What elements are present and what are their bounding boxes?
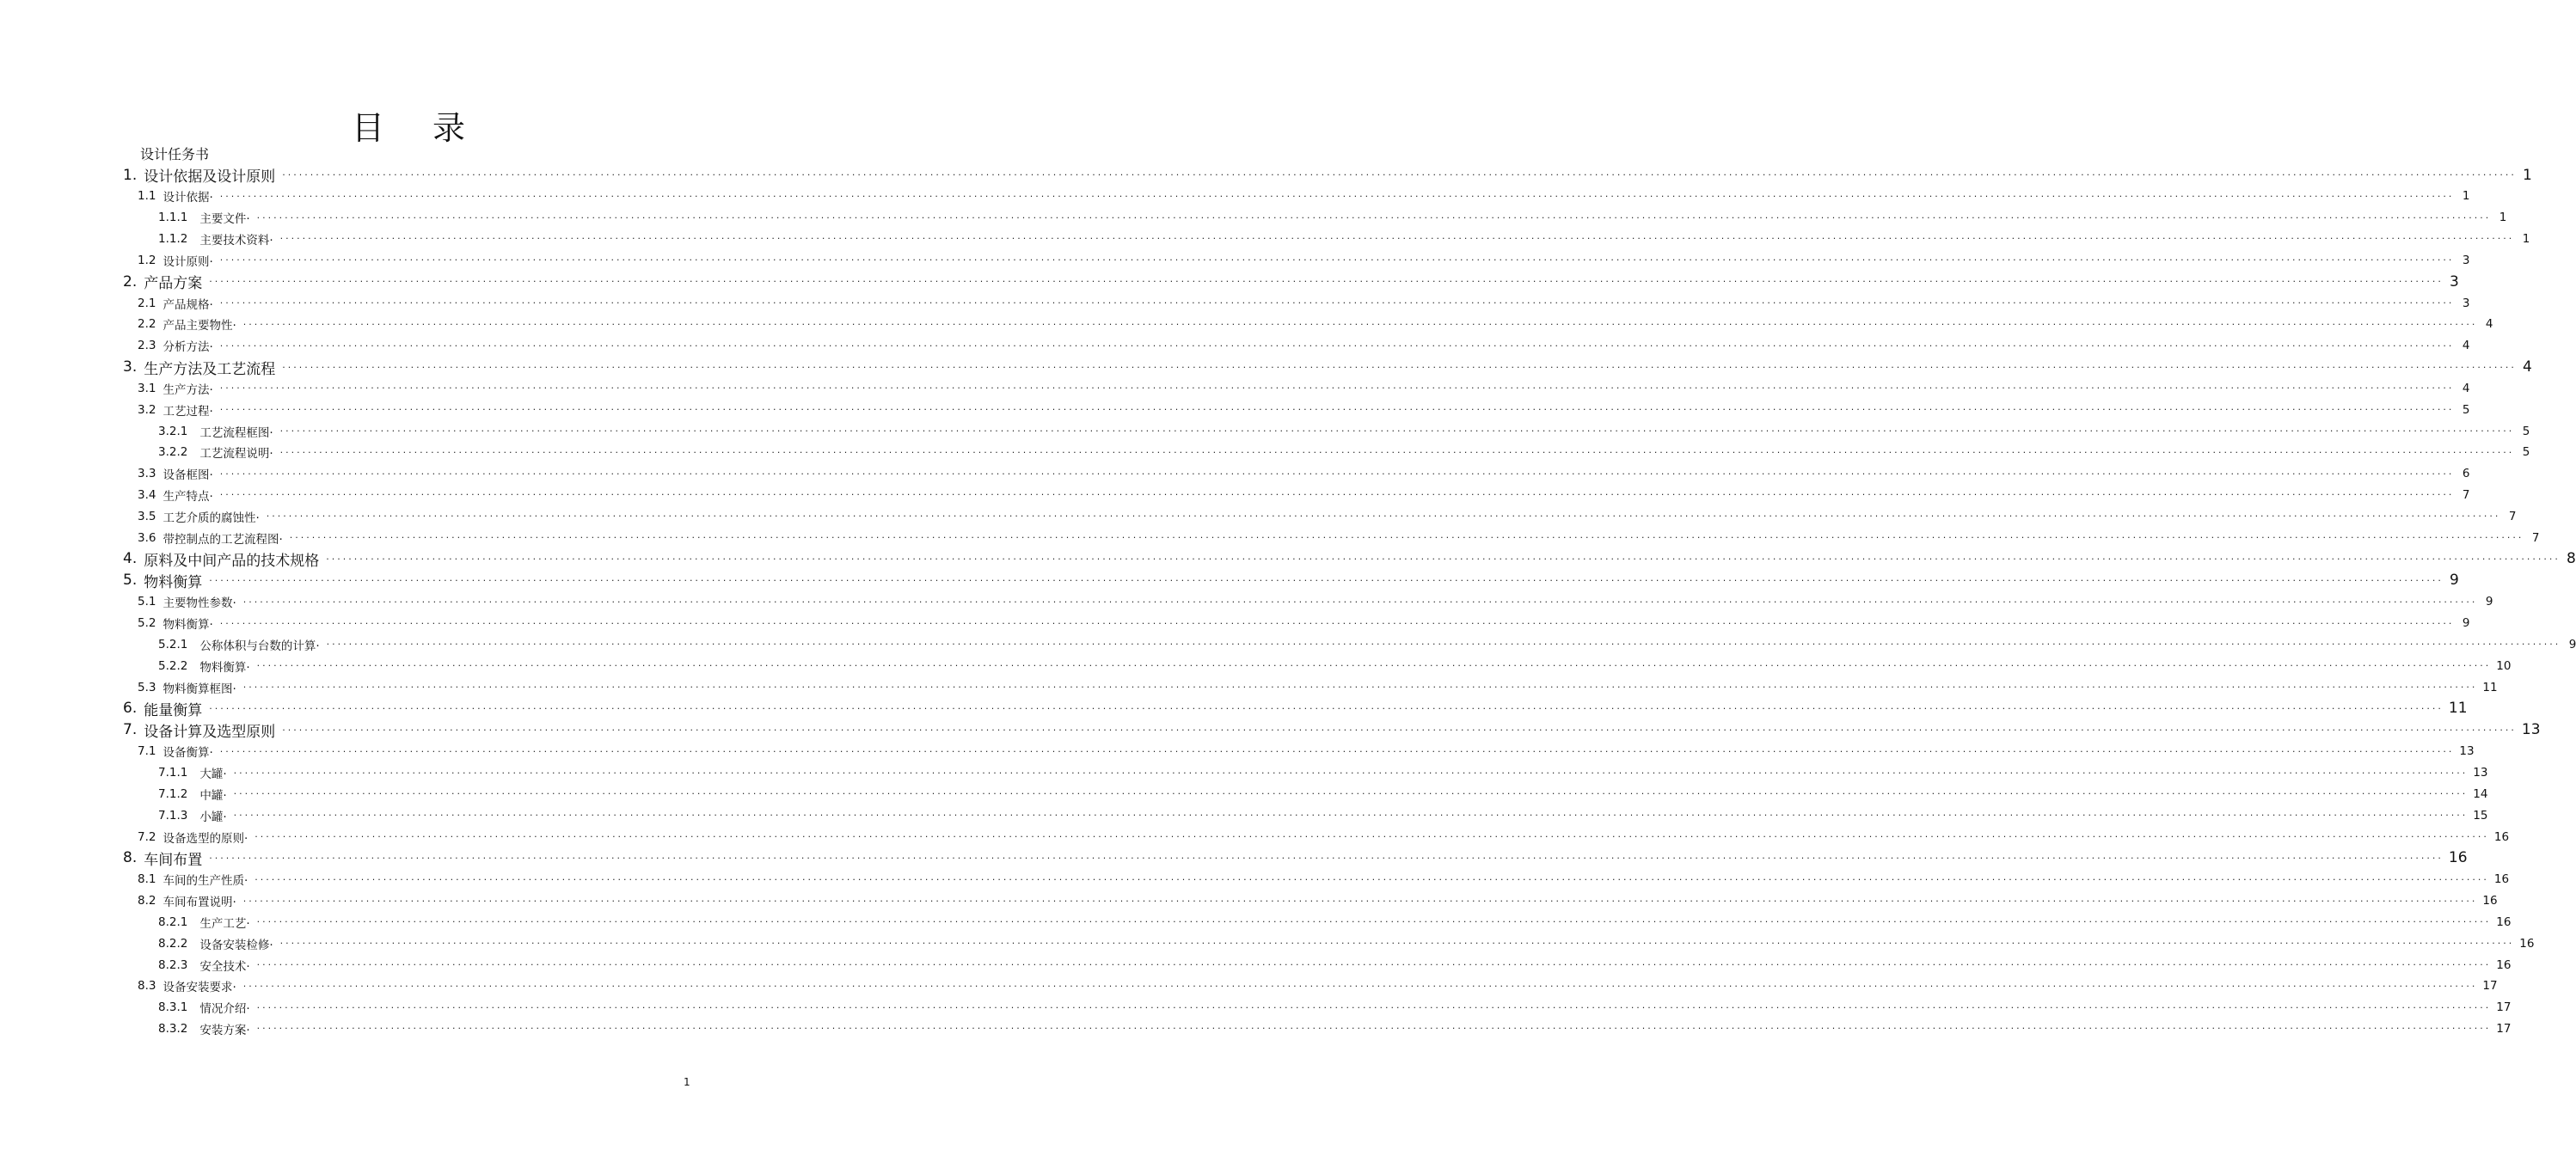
toc-entry-page: 1 bbox=[2523, 166, 2532, 184]
toc-entry-number: 2. bbox=[123, 272, 138, 291]
toc-entry-page: 16 bbox=[2482, 894, 2498, 908]
toc-entry[interactable] bbox=[0, 378, 2470, 400]
toc-entry-page: 17 bbox=[2496, 1021, 2512, 1036]
toc-entry-number: 8.3.1 bbox=[158, 1000, 188, 1015]
toc-entry-page: 6 bbox=[2462, 467, 2470, 481]
toc-entry-page: 3 bbox=[2450, 272, 2459, 291]
toc-entry-page: 13 bbox=[2459, 744, 2475, 759]
toc-entry-label: 中罐· bbox=[199, 788, 227, 803]
toc-entry[interactable] bbox=[0, 847, 2468, 869]
toc-leader-dots: ················································································································································································································································································································································································································ bbox=[219, 489, 2455, 501]
toc-entry-label: 物料衡算· bbox=[163, 618, 213, 633]
toc-entry-label: 设计原则· bbox=[163, 254, 213, 269]
page-title: 目 录 bbox=[351, 109, 485, 147]
toc-entry-label: 车间布置 bbox=[144, 851, 203, 869]
toc-entry-number: 5.2.2 bbox=[158, 658, 188, 673]
toc-entry-label: 生产方法· bbox=[163, 382, 213, 397]
toc-entry-page: 13 bbox=[2521, 721, 2541, 739]
toc-leader-dots: ················································································································································································································································································································································································································ bbox=[242, 682, 2478, 694]
toc-entry-label: 设备框图· bbox=[163, 468, 213, 483]
toc-entry-number: 5.3 bbox=[138, 680, 156, 694]
toc-leader-dots: ················································································································································································································································································································································································································ bbox=[209, 852, 2444, 864]
toc-entry-page: 16 bbox=[2496, 957, 2512, 972]
toc-entry-number: 2.2 bbox=[138, 317, 156, 332]
toc-leader-dots: ················································································································································································································································································································································································································ bbox=[233, 810, 2469, 822]
toc-leader-dots: ················································································································································································································································································································································································································ bbox=[256, 211, 2492, 223]
toc-entry-number: 1.1.1 bbox=[158, 211, 188, 225]
toc-entry[interactable] bbox=[0, 505, 2517, 527]
toc-entry[interactable] bbox=[0, 186, 2470, 207]
toc-entry-page: 1 bbox=[2522, 231, 2530, 246]
toc-entry-label: 物料衡算· bbox=[199, 660, 250, 675]
toc-entry-label: 设备选型的原则· bbox=[163, 831, 248, 846]
toc-entry[interactable] bbox=[0, 826, 2510, 847]
toc-leader-dots: ················································································································································································································································································································································································································ bbox=[219, 190, 2455, 202]
toc-entry[interactable] bbox=[0, 229, 2530, 250]
toc-leader-dots: ················································································································································································································································································································································································································ bbox=[266, 511, 2501, 523]
toc-entry-page: 7 bbox=[2508, 509, 2517, 523]
toc-entry-number: 8.3.2 bbox=[158, 1021, 188, 1036]
toc-entry-page: 16 bbox=[2519, 936, 2535, 951]
toc-entry-page: 5 bbox=[2462, 402, 2470, 417]
toc-entry-label: 设计任务书 bbox=[140, 146, 210, 162]
toc-entry-number: 8.2 bbox=[138, 894, 156, 908]
toc-entry-page: 4 bbox=[2485, 317, 2493, 332]
toc-entry-page: 13 bbox=[2473, 766, 2488, 780]
toc-leader-dots: ················································································································································································································································································································································································································ bbox=[279, 938, 2515, 950]
toc-entry-number: 8.2.3 bbox=[158, 957, 188, 972]
toc-leader-dots: ················································································································································································································································································································································································································ bbox=[279, 233, 2515, 245]
toc-leader-dots: ················································································································································································································································································································································································································ bbox=[256, 1023, 2492, 1035]
toc-leader-dots: ················································································································································································································································································································································································································ bbox=[256, 916, 2492, 928]
toc-leader-dots: ················································································································································································································································································································································································································ bbox=[233, 788, 2469, 800]
toc-entry[interactable] bbox=[0, 976, 2498, 997]
toc-entry-number: 8.3 bbox=[138, 979, 156, 994]
toc-entry[interactable] bbox=[0, 420, 2530, 442]
toc-entry-label: 情况介绍· bbox=[199, 1002, 250, 1017]
toc-entry-number: 3.4 bbox=[138, 487, 156, 502]
toc-leader-dots: ················································································································································································································································································································································································································ bbox=[209, 574, 2444, 586]
toc-entry-label: 工艺流程框图· bbox=[199, 425, 273, 440]
toc-entry-page: 15 bbox=[2473, 808, 2488, 823]
toc-leader-dots: ················································································································································································································································································································································································································ bbox=[326, 639, 2561, 651]
toc-entry[interactable] bbox=[0, 591, 2493, 613]
toc-entry-label: 产品规格· bbox=[163, 297, 213, 312]
toc-entry-number: 8.2.2 bbox=[158, 936, 188, 951]
toc-entry-label: 物料衡算框图· bbox=[163, 682, 236, 696]
toc-entry-page: 4 bbox=[2462, 339, 2470, 353]
toc-entry[interactable] bbox=[0, 613, 2470, 634]
toc-entry-number: 3.2 bbox=[138, 402, 156, 417]
toc-entry-number: 8. bbox=[123, 849, 138, 867]
toc-entry[interactable] bbox=[0, 784, 2488, 805]
page-number: 1 bbox=[684, 1076, 690, 1088]
toc-leader-dots: ················································································································································································································································································································································································································ bbox=[282, 361, 2517, 373]
toc-entry[interactable] bbox=[0, 933, 2535, 954]
toc-entry[interactable] bbox=[0, 954, 2512, 976]
toc-entry[interactable] bbox=[0, 1018, 2512, 1040]
toc-entry-page: 8 bbox=[2567, 550, 2576, 568]
toc-entry-number: 7.1.3 bbox=[158, 808, 188, 823]
toc-entry-page: 16 bbox=[2493, 872, 2510, 887]
toc-entry-page: 16 bbox=[2448, 849, 2468, 867]
toc-entry-label: 生产方法及工艺流程 bbox=[144, 360, 276, 378]
toc-leader-dots: ················································································································································································································································································································································································································ bbox=[255, 831, 2489, 843]
toc-entry-label: 设备计算及选型原则 bbox=[144, 723, 276, 741]
table-of-contents bbox=[0, 143, 2576, 1039]
toc-entry-label: 主要技术资料· bbox=[199, 233, 273, 248]
toc-entry-page: 4 bbox=[2523, 358, 2532, 376]
toc-entry[interactable] bbox=[0, 570, 2459, 591]
toc-entry[interactable] bbox=[0, 762, 2488, 784]
toc-entry-number: 7.1.1 bbox=[158, 766, 188, 780]
toc-entry[interactable] bbox=[0, 463, 2470, 485]
toc-entry-page: 7 bbox=[2531, 530, 2540, 545]
toc-entry[interactable] bbox=[0, 698, 2468, 719]
toc-entry-page: 10 bbox=[2496, 658, 2512, 673]
toc-entry-label: 安装方案· bbox=[199, 1023, 250, 1037]
toc-entry-label: 设计依据· bbox=[163, 191, 213, 205]
toc-leader-dots: ················································································································································································································································································································································································································ bbox=[219, 745, 2455, 757]
toc-leader-dots: ················································································································································································································································································································································································································ bbox=[242, 596, 2478, 608]
toc-entry-number: 7.2 bbox=[138, 829, 156, 844]
toc-entry-page: 11 bbox=[2482, 680, 2498, 694]
toc-entry-number: 3.2.2 bbox=[158, 445, 188, 460]
toc-entry[interactable] bbox=[0, 741, 2475, 762]
toc-leader-dots: ················································································································································································································································································································································································································ bbox=[242, 980, 2478, 992]
toc-entry-number: 7.1.2 bbox=[158, 786, 188, 801]
toc-entry[interactable] bbox=[0, 912, 2512, 933]
toc-entry[interactable] bbox=[0, 804, 2488, 826]
toc-entry-label: 主要文件· bbox=[199, 212, 250, 227]
toc-entry[interactable] bbox=[0, 634, 2576, 656]
toc-leader-dots: ················································································································································································································································································································································································································ bbox=[279, 425, 2515, 437]
toc-entry-label: 工艺介质的腐蚀性· bbox=[163, 511, 260, 525]
toc-entry-page: 9 bbox=[2568, 637, 2576, 651]
toc-entry-page: 5 bbox=[2522, 445, 2530, 460]
toc-leader-dots: ················································································································································································································································································································································································································ bbox=[233, 767, 2469, 779]
toc-entry[interactable] bbox=[0, 442, 2530, 463]
toc-entry[interactable] bbox=[0, 548, 2576, 570]
toc-entry-label: 车间的生产性质· bbox=[163, 874, 248, 889]
toc-leader-dots: ················································································································································································································································································································································································································ bbox=[326, 553, 2561, 565]
toc-entry-page: 11 bbox=[2448, 700, 2468, 718]
toc-entry-page: 9 bbox=[2462, 616, 2470, 631]
toc-entry-number: 1.2 bbox=[138, 253, 156, 267]
toc-entry-number: 3.1 bbox=[138, 381, 156, 395]
toc-entry-page: 3 bbox=[2462, 253, 2470, 267]
toc-leader-dots: ················································································································································································································································································································································································································ bbox=[219, 339, 2455, 352]
toc-entry-number: 1.1.2 bbox=[158, 231, 188, 246]
toc-entry-number: 2.1 bbox=[138, 296, 156, 310]
toc-leader-dots: ················································································································································································································································································································································································································ bbox=[256, 660, 2492, 672]
toc-entry[interactable] bbox=[0, 335, 2470, 357]
toc-leader-dots: ················································································································································································································································································································································································································ bbox=[256, 959, 2492, 970]
toc-leader-dots: ················································································································································································································································································································································································································ bbox=[219, 468, 2455, 480]
toc-leader-dots: ················································································································································································································································································································································································································ bbox=[242, 318, 2478, 330]
toc-leader-dots: ················································································································································································································································································································································································································ bbox=[219, 382, 2455, 395]
toc-entry-page: 14 bbox=[2473, 786, 2488, 801]
toc-entry-number: 1.1 bbox=[138, 189, 156, 204]
toc-entry[interactable] bbox=[0, 399, 2470, 420]
toc-entry-label: 物料衡算 bbox=[144, 573, 203, 591]
toc-leader-dots: ················································································································································································································································································································································································································ bbox=[289, 532, 2524, 544]
toc-entry-number: 6. bbox=[123, 700, 138, 718]
toc-entry-number: 3.2.1 bbox=[158, 424, 188, 438]
toc-entry-page: 17 bbox=[2482, 979, 2498, 994]
toc-entry-number: 5.2 bbox=[138, 616, 156, 631]
toc-entry[interactable] bbox=[0, 314, 2493, 335]
toc-leader-dots: ················································································································································································································································································································································································································ bbox=[219, 617, 2455, 629]
toc-entry[interactable] bbox=[0, 357, 2532, 378]
toc-entry-number: 8.2.1 bbox=[158, 914, 188, 929]
toc-leader-dots: ················································································································································································································································································································································································································ bbox=[219, 404, 2455, 416]
toc-entry-label: 设备安装要求· bbox=[163, 981, 236, 995]
toc-entry-number: 7.1 bbox=[138, 744, 156, 759]
toc-entry-number: 8.1 bbox=[138, 872, 156, 887]
toc-entry-number: 7. bbox=[123, 721, 138, 739]
toc-entry-number: 3. bbox=[123, 358, 138, 376]
toc-entry[interactable] bbox=[0, 676, 2498, 698]
toc-leader-dots: ················································································································································································································································································································································································································ bbox=[219, 297, 2455, 309]
toc-entry-label: 工艺过程· bbox=[163, 404, 213, 419]
toc-entry-page: 16 bbox=[2493, 829, 2510, 844]
toc-entry-label: 产品方案 bbox=[144, 275, 203, 293]
toc-entry-page: 9 bbox=[2485, 595, 2493, 609]
toc-leader-dots: ················································································································································································································································································································································································································ bbox=[256, 1001, 2492, 1013]
toc-entry-number: 4. bbox=[123, 550, 138, 568]
toc-entry[interactable] bbox=[0, 143, 817, 164]
toc-entry-label: 产品主要物性· bbox=[163, 319, 236, 333]
toc-entry-label: 工艺流程说明· bbox=[199, 447, 273, 462]
toc-entry-label: 生产特点· bbox=[163, 489, 213, 504]
toc-entry-page: 4 bbox=[2462, 381, 2470, 395]
toc-entry-label: 带控制点的工艺流程图· bbox=[163, 532, 283, 547]
toc-leader-dots: ················································································································································································································································································································································································································ bbox=[282, 724, 2517, 736]
toc-entry[interactable] bbox=[0, 249, 2470, 271]
toc-entry[interactable] bbox=[0, 890, 2498, 912]
toc-entry-label: 安全技术· bbox=[199, 959, 250, 974]
toc-entry-number: 3.3 bbox=[138, 467, 156, 481]
toc-entry-label: 原料及中间产品的技术规格 bbox=[144, 552, 320, 570]
toc-entry-number: 1. bbox=[123, 166, 138, 184]
toc-entry-page: 1 bbox=[2499, 211, 2507, 225]
toc-entry[interactable] bbox=[0, 271, 2459, 293]
toc-leader-dots: ················································································································································································································································································································································································································ bbox=[209, 702, 2444, 714]
toc-entry-page: 5 bbox=[2522, 424, 2530, 438]
toc-leader-dots: ················································································································································································································································································································································································································ bbox=[219, 254, 2455, 266]
toc-entry-number: 5.2.1 bbox=[158, 637, 188, 651]
toc-entry[interactable] bbox=[0, 485, 2470, 506]
toc-entry-label: 小罐· bbox=[199, 810, 227, 824]
toc-entry-page: 1 bbox=[2462, 189, 2470, 204]
toc-leader-dots: ················································································································································································································································································································································································································ bbox=[209, 276, 2444, 288]
toc-entry-number: 3.6 bbox=[138, 530, 156, 545]
toc-entry-label: 分析方法· bbox=[163, 340, 213, 355]
toc-entry-page: 9 bbox=[2450, 572, 2459, 590]
toc-entry-number: 5. bbox=[123, 572, 138, 590]
toc-leader-dots: ················································································································································································································································································································································································································ bbox=[279, 446, 2515, 458]
toc-entry-number: 2.3 bbox=[138, 339, 156, 353]
toc-entry[interactable] bbox=[0, 207, 2507, 229]
toc-entry-page: 17 bbox=[2496, 1000, 2512, 1015]
toc-entry-number: 5.1 bbox=[138, 595, 156, 609]
toc-entry-label: 主要物性参数· bbox=[163, 596, 236, 611]
toc-entry-label: 设备安装检修· bbox=[199, 938, 273, 952]
toc-entry[interactable] bbox=[0, 719, 2541, 741]
toc-entry[interactable] bbox=[0, 997, 2512, 1018]
toc-entry-page: 16 bbox=[2496, 914, 2512, 929]
toc-entry[interactable] bbox=[0, 164, 2532, 186]
toc-entry-number: 3.5 bbox=[138, 509, 156, 523]
toc-entry-label: 公称体积与台数的计算· bbox=[199, 639, 320, 653]
toc-leader-dots: ················································································································································································································································································································································································································ bbox=[242, 895, 2478, 907]
toc-leader-dots: ················································································································································································································································································································································································································ bbox=[282, 169, 2517, 180]
toc-leader-dots: ················································································································································································································································································································································································································ bbox=[255, 873, 2489, 885]
toc-entry[interactable] bbox=[0, 655, 2512, 676]
toc-entry[interactable] bbox=[0, 869, 2510, 890]
toc-entry-label: 设备衡算· bbox=[163, 746, 213, 761]
toc-entry-label: 车间布置说明· bbox=[163, 896, 236, 910]
toc-entry-label: 能量衡算 bbox=[144, 701, 203, 719]
toc-entry-label: 生产工艺· bbox=[199, 916, 250, 931]
toc-entry-page: 7 bbox=[2462, 487, 2470, 502]
toc-entry-label: 大罐· bbox=[199, 768, 227, 782]
toc-entry[interactable] bbox=[0, 527, 2540, 548]
toc-entry-label: 设计依据及设计原则 bbox=[144, 168, 276, 186]
toc-entry-page: 3 bbox=[2462, 296, 2470, 310]
toc-entry[interactable] bbox=[0, 292, 2470, 314]
